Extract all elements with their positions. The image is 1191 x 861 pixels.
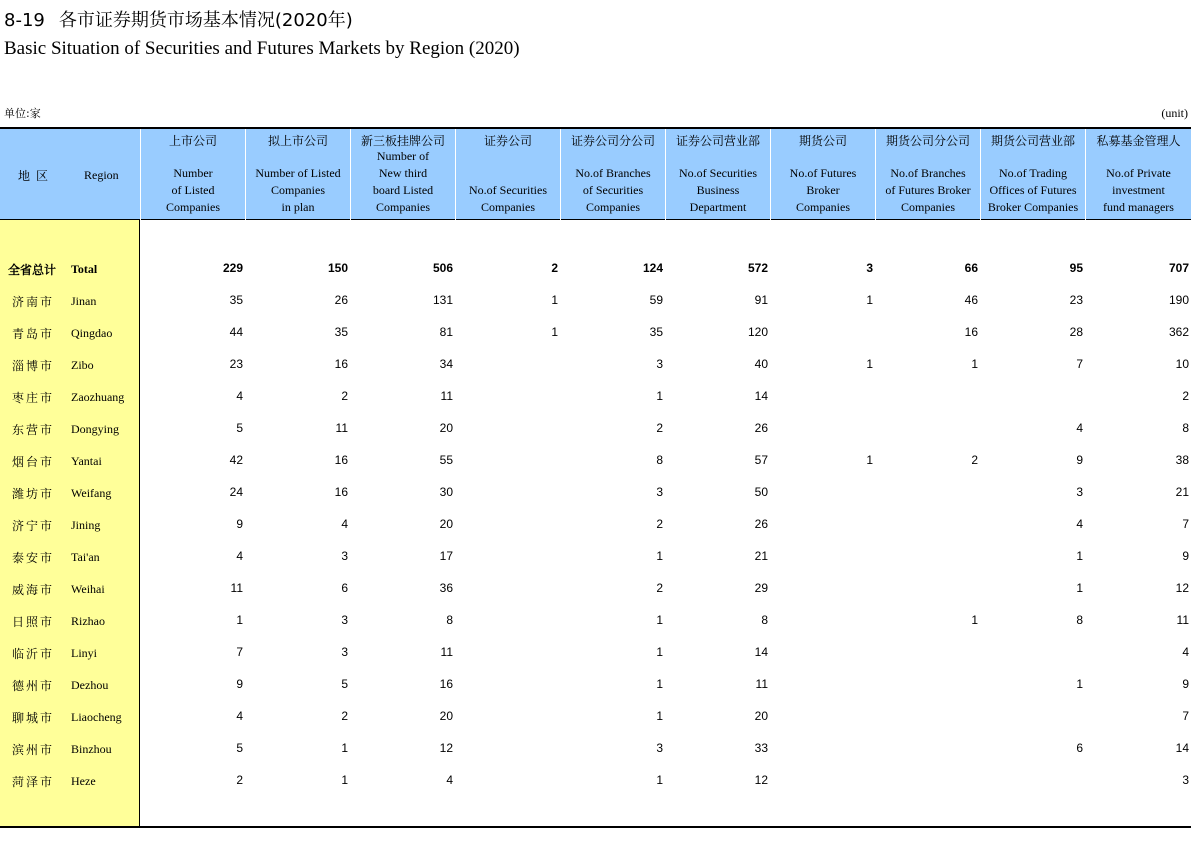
column-header-cn: 期货公司分公司 — [885, 134, 970, 148]
table-cell: 1 — [551, 325, 558, 339]
table-row — [0, 573, 1191, 605]
column-header-en-line: No.of Securities — [469, 183, 547, 197]
table-cell: 57 — [754, 453, 768, 467]
table-cell: 38 — [1175, 453, 1189, 467]
column-header-cn: 证券公司 — [483, 134, 532, 148]
table-cell: 1 — [656, 709, 663, 723]
column-header-en — [141, 165, 245, 216]
table-row-total — [0, 253, 1191, 285]
column-header-en — [246, 165, 350, 216]
title-cn-text: 各市证券期货市场基本情况(2020年) — [58, 10, 353, 31]
table-cell: 2 — [656, 517, 663, 531]
column-header-en-line: Companies — [376, 200, 430, 214]
table-row — [0, 701, 1191, 733]
table-row — [0, 509, 1191, 541]
column-header-en — [981, 165, 1085, 216]
column-header-en-line: board Listed — [372, 183, 434, 197]
table-cell: 1 — [971, 357, 978, 371]
table-cell: 1 — [1076, 549, 1083, 563]
table-cell: 3 — [656, 741, 663, 755]
table-cell: 11 — [755, 677, 768, 691]
table-cell: 50 — [754, 485, 768, 499]
table-cell: 36 — [439, 581, 453, 595]
column-header-en — [456, 182, 560, 216]
column-header-en-line: No.of Branches — [575, 166, 651, 180]
table-cell: 91 — [754, 293, 768, 307]
region-name-cn: 临沂市 — [12, 647, 55, 661]
region-name-en: Linyi — [71, 646, 97, 660]
column-header-en-line: of Listed — [171, 183, 215, 197]
region-name-en: Binzhou — [71, 742, 112, 756]
column-header-8 — [875, 129, 980, 220]
column-header-10 — [1085, 129, 1191, 220]
table-cell: 229 — [222, 261, 243, 275]
column-header-5 — [560, 129, 665, 220]
table-cell: 2 — [971, 453, 978, 467]
column-header-en-line: No.of Branches — [890, 166, 966, 180]
table-cell: 124 — [642, 261, 663, 275]
table-cell: 120 — [747, 325, 768, 339]
region-name-cn: 烟台市 — [12, 455, 55, 469]
column-header-cn: 证券公司营业部 — [675, 134, 760, 148]
table-cell: 3 — [341, 613, 348, 627]
table-cell: 3 — [341, 549, 348, 563]
table-bottom-border — [0, 826, 1191, 828]
table-row — [0, 285, 1191, 317]
table-cell: 11 — [440, 645, 453, 659]
table-cell: 16 — [439, 677, 453, 691]
table-cell: 28 — [1069, 325, 1083, 339]
table-cell: 362 — [1168, 325, 1189, 339]
table-cell: 6 — [1076, 741, 1083, 755]
column-header-en-line: Companies — [166, 200, 220, 214]
table-cell: 11 — [230, 581, 243, 595]
table-cell: 11 — [1176, 613, 1189, 627]
region-name-cn: 聊城市 — [12, 711, 55, 725]
table-cell: 9 — [1076, 453, 1083, 467]
table-cell: 30 — [439, 485, 453, 499]
region-name-cn: 日照市 — [12, 615, 55, 629]
table-cell: 7 — [1182, 709, 1189, 723]
column-header-cn: 证券公司分公司 — [570, 134, 655, 148]
column-header-3 — [350, 129, 455, 220]
table-cell: 150 — [327, 261, 348, 275]
table-cell: 1 — [656, 613, 663, 627]
table-cell: 9 — [236, 677, 243, 691]
column-header-cn: 私募基金管理人 — [1096, 134, 1181, 148]
region-name-cn: 德州市 — [12, 679, 55, 693]
column-header-en-line: No.of Private — [1106, 166, 1171, 180]
region-name-cn: 全省总计 — [8, 263, 57, 277]
column-header-en-line: Companies — [481, 200, 535, 214]
table-cell: 4 — [341, 517, 348, 531]
table-cell: 3 — [656, 357, 663, 371]
column-header-cn: 期货公司营业部 — [990, 134, 1075, 148]
table-cell: 1 — [656, 677, 663, 691]
table-cell: 2 — [341, 709, 348, 723]
table-cell: 4 — [236, 389, 243, 403]
table-cell: 40 — [754, 357, 768, 371]
column-header-en-line: Broker Companies — [987, 200, 1079, 214]
table-cell: 24 — [229, 485, 243, 499]
region-name-cn: 济宁市 — [12, 519, 55, 533]
table-cell: 3 — [1182, 773, 1189, 787]
region-name-cn: 济南市 — [12, 295, 55, 309]
table-cell: 3 — [341, 645, 348, 659]
region-name-en: Liaocheng — [71, 710, 122, 724]
table-cell: 11 — [440, 389, 453, 403]
column-header-cn: 上市公司 — [168, 134, 217, 148]
column-header-en-line: investment — [1112, 183, 1165, 197]
column-header-en-line: Companies — [901, 200, 955, 214]
column-header-en — [771, 165, 875, 216]
column-header-en-line: Number of — [376, 149, 430, 163]
table-cell: 35 — [229, 293, 243, 307]
table-row — [0, 733, 1191, 765]
column-header-6 — [665, 129, 770, 220]
table-cell: 20 — [439, 517, 453, 531]
table-cell: 8 — [1182, 421, 1189, 435]
table-cell: 23 — [229, 357, 243, 371]
data-table — [0, 127, 1191, 829]
table-row — [0, 541, 1191, 573]
table-row — [0, 349, 1191, 381]
table-cell: 1 — [341, 773, 348, 787]
region-name-en: Total — [71, 262, 98, 276]
table-cell: 8 — [1076, 613, 1083, 627]
unit-label-cn: 单位:家 — [4, 107, 41, 120]
table-cell: 1 — [656, 389, 663, 403]
table-cell: 11 — [335, 421, 348, 435]
region-name-en: Heze — [71, 774, 96, 788]
region-header-en: Region — [84, 168, 119, 182]
table-cell: 95 — [1069, 261, 1083, 275]
table-cell: 12 — [439, 741, 453, 755]
table-row — [0, 445, 1191, 477]
column-header-2 — [245, 129, 350, 220]
table-cell: 1 — [866, 453, 873, 467]
column-header-en-line: in plan — [281, 200, 315, 214]
table-cell: 4 — [446, 773, 453, 787]
region-name-en: Qingdao — [71, 326, 113, 340]
table-cell: 7 — [236, 645, 243, 659]
table-cell: 14 — [754, 645, 768, 659]
table-cell: 55 — [439, 453, 453, 467]
region-name-en: Zibo — [71, 358, 94, 372]
column-header-en-line: Number of Listed — [255, 166, 341, 180]
table-cell: 8 — [761, 613, 768, 627]
column-header-en — [666, 165, 770, 216]
table-row — [0, 413, 1191, 445]
unit-label-en: (unit) — [1161, 106, 1188, 120]
table-cell: 33 — [754, 741, 768, 755]
column-header-cn: 新三板挂牌公司 — [360, 134, 445, 148]
table-cell: 2 — [551, 261, 558, 275]
region-name-en: Tai'an — [71, 550, 100, 564]
table-cell: 12 — [754, 773, 768, 787]
table-cell: 190 — [1168, 293, 1189, 307]
table-cell: 2 — [1182, 389, 1189, 403]
table-cell: 1 — [551, 293, 558, 307]
column-header-en-line: Companies — [586, 200, 640, 214]
column-header-en-line: No.of Securities — [679, 166, 757, 180]
page-title-cn — [4, 6, 353, 32]
column-header-1 — [140, 129, 245, 220]
table-cell: 16 — [334, 485, 348, 499]
column-header-en-line: No.of Trading — [998, 166, 1067, 180]
table-cell: 44 — [229, 325, 243, 339]
column-header-en-line: of Securities — [582, 183, 644, 197]
table-cell: 5 — [341, 677, 348, 691]
region-name-en: Yantai — [71, 454, 102, 468]
column-header-cn: 拟上市公司 — [267, 134, 328, 148]
table-header — [0, 127, 1191, 220]
region-name-cn: 泰安市 — [12, 551, 55, 565]
table-cell: 42 — [229, 453, 243, 467]
column-header-en-line: Broker — [806, 183, 840, 197]
column-header-en — [561, 165, 665, 216]
column-header-en-line: of Futures Broker — [885, 183, 971, 197]
column-header-7 — [770, 129, 875, 220]
table-cell: 9 — [1182, 677, 1189, 691]
table-cell: 572 — [747, 261, 768, 275]
table-cell: 707 — [1168, 261, 1189, 275]
table-cell: 7 — [1182, 517, 1189, 531]
column-header-en-line: Companies — [796, 200, 850, 214]
table-cell: 4 — [1182, 645, 1189, 659]
table-cell: 35 — [334, 325, 348, 339]
table-cell: 26 — [754, 517, 768, 531]
table-cell: 1 — [1076, 677, 1083, 691]
table-cell: 46 — [964, 293, 978, 307]
region-name-en: Jinan — [71, 294, 97, 308]
table-cell: 131 — [432, 293, 453, 307]
region-name-en: Weifang — [71, 486, 112, 500]
region-name-en: Zaozhuang — [71, 390, 125, 404]
column-header-en — [1086, 165, 1191, 216]
region-name-en: Dongying — [71, 422, 119, 436]
table-cell: 26 — [334, 293, 348, 307]
table-cell: 21 — [1175, 485, 1189, 499]
table-cell: 1 — [341, 741, 348, 755]
table-cell: 14 — [754, 389, 768, 403]
table-cell: 4 — [236, 709, 243, 723]
column-header-en — [876, 165, 980, 216]
column-header-en-line: New third — [378, 166, 428, 180]
column-header-en-line: Department — [689, 200, 747, 214]
table-cell: 6 — [341, 581, 348, 595]
column-header-4 — [455, 129, 560, 220]
region-name-cn: 滨州市 — [12, 743, 55, 757]
table-cell: 34 — [439, 357, 453, 371]
region-name-cn: 青岛市 — [12, 327, 55, 341]
column-header-en-line: Business — [696, 183, 740, 197]
region-name-cn: 菏泽市 — [12, 775, 55, 789]
table-cell: 9 — [1182, 549, 1189, 563]
table-row — [0, 317, 1191, 349]
column-header-en-line: Number — [173, 166, 213, 180]
table-cell: 1 — [866, 293, 873, 307]
table-cell: 3 — [866, 261, 873, 275]
table-cell: 1 — [971, 613, 978, 627]
table-cell: 8 — [446, 613, 453, 627]
column-header-en-line: Companies — [271, 183, 325, 197]
table-cell: 29 — [754, 581, 768, 595]
table-cell: 1 — [866, 357, 873, 371]
table-row — [0, 477, 1191, 509]
table-number: 8-19 — [4, 10, 45, 31]
table-row — [0, 381, 1191, 413]
table-cell: 10 — [1175, 357, 1189, 371]
page-title-en: Basic Situation of Securities and Futures Markets by Region (2020) — [4, 38, 520, 59]
table-cell: 26 — [754, 421, 768, 435]
table-cell: 16 — [334, 453, 348, 467]
region-header-cn: 地区 — [18, 169, 55, 183]
region-header — [0, 129, 140, 220]
table-cell: 16 — [334, 357, 348, 371]
table-cell: 2 — [656, 581, 663, 595]
table-cell: 20 — [754, 709, 768, 723]
region-name-en: Weihai — [71, 582, 105, 596]
table-cell: 5 — [236, 741, 243, 755]
table-cell: 1 — [656, 773, 663, 787]
table-cell: 5 — [236, 421, 243, 435]
table-cell: 4 — [1076, 421, 1083, 435]
region-name-cn: 潍坊市 — [12, 487, 55, 501]
table-cell: 8 — [656, 453, 663, 467]
column-header-en-line: Offices of Futures — [989, 183, 1077, 197]
region-name-en: Rizhao — [71, 614, 105, 628]
table-cell: 14 — [1175, 741, 1189, 755]
table-cell: 2 — [236, 773, 243, 787]
table-row — [0, 605, 1191, 637]
table-cell: 81 — [439, 325, 453, 339]
table-cell: 3 — [656, 485, 663, 499]
table-cell: 17 — [439, 549, 453, 563]
table-cell: 23 — [1069, 293, 1083, 307]
region-name-en: Dezhou — [71, 678, 109, 692]
column-header-en-line: No.of Futures — [789, 166, 857, 180]
table-cell: 1 — [1076, 581, 1083, 595]
table-cell: 20 — [439, 709, 453, 723]
table-cell: 20 — [439, 421, 453, 435]
table-cell: 3 — [1076, 485, 1083, 499]
table-cell: 1 — [656, 645, 663, 659]
table-cell: 4 — [1076, 517, 1083, 531]
table-cell: 21 — [754, 549, 768, 563]
column-header-9 — [980, 129, 1085, 220]
table-cell: 12 — [1175, 581, 1189, 595]
table-cell: 59 — [649, 293, 663, 307]
column-header-cn: 期货公司 — [798, 134, 847, 148]
table-cell: 35 — [649, 325, 663, 339]
table-cell: 9 — [236, 517, 243, 531]
table-cell: 2 — [656, 421, 663, 435]
table-cell: 1 — [656, 549, 663, 563]
region-name-cn: 枣庄市 — [12, 391, 55, 405]
region-name-cn: 淄博市 — [12, 359, 55, 373]
region-name-cn: 东营市 — [12, 423, 55, 437]
table-cell: 16 — [964, 325, 978, 339]
region-name-en: Jining — [71, 518, 101, 532]
table-cell: 4 — [236, 549, 243, 563]
table-cell: 506 — [432, 261, 453, 275]
column-header-en — [351, 148, 455, 216]
table-row — [0, 765, 1191, 797]
table-cell: 7 — [1076, 357, 1083, 371]
table-cell: 2 — [341, 389, 348, 403]
column-header-en-line: fund managers — [1103, 200, 1174, 214]
table-row — [0, 669, 1191, 701]
table-cell: 66 — [964, 261, 978, 275]
table-row — [0, 637, 1191, 669]
region-name-cn: 威海市 — [12, 583, 55, 597]
table-cell: 1 — [236, 613, 243, 627]
